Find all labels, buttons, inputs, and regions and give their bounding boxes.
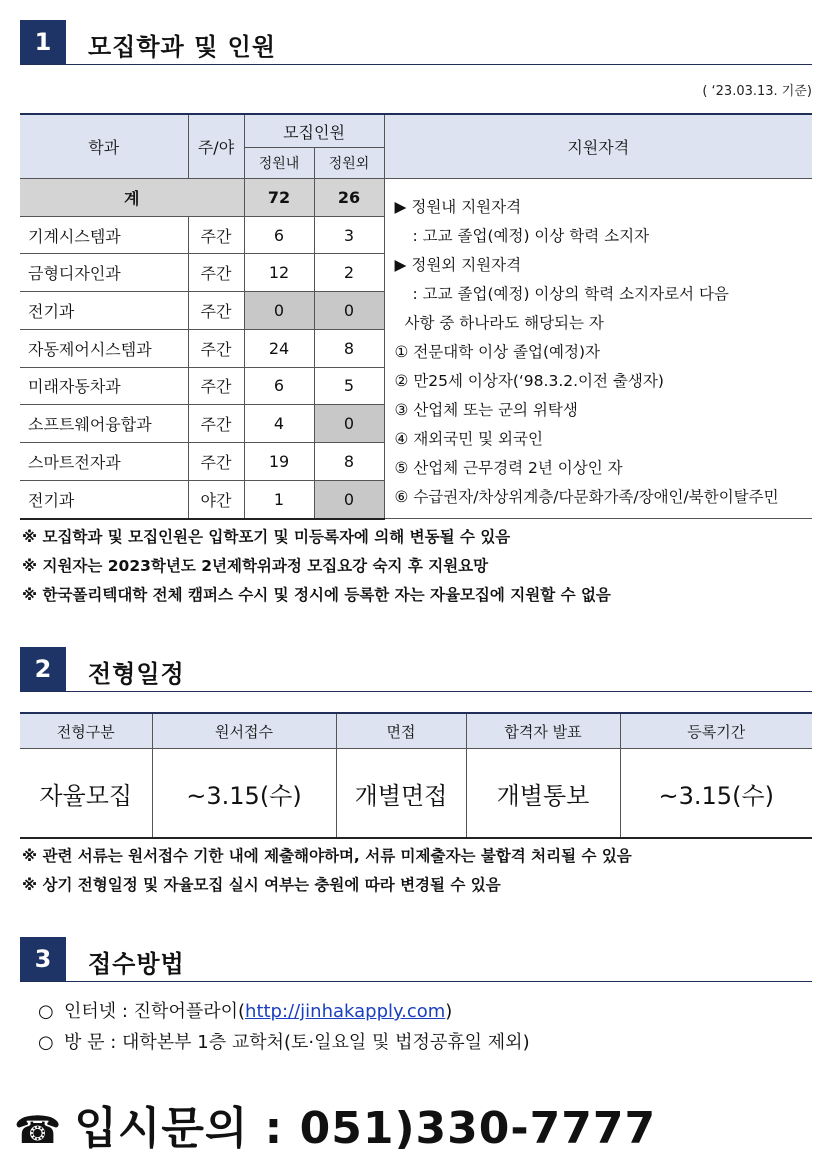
apply-visit xyxy=(38,1027,530,1058)
note: ※ 관련 서류는 원서접수 기한 내에 제출해야하며, 서류 미제출자는 불합격 처리될 수 있음 xyxy=(22,847,632,865)
day-night: 주간 xyxy=(188,292,244,330)
bullet-circle-icon: ○ xyxy=(38,1001,54,1022)
quota-in: 12 xyxy=(244,254,314,292)
col-header-daynight: 주/야 xyxy=(188,114,244,179)
total-out: 26 xyxy=(314,179,384,217)
quota-in: 6 xyxy=(244,367,314,405)
quota-in: 0 xyxy=(244,292,314,330)
col-header-dept: 학과 xyxy=(20,114,188,179)
col-header-out-quota: 정원외 xyxy=(314,148,384,179)
note: ※ 상기 전형일정 및 자율모집 실시 여부는 충원에 따라 변경될 수 있음 xyxy=(22,876,501,894)
total-row xyxy=(20,179,812,217)
day-night: 주간 xyxy=(188,216,244,254)
section-number: 3 xyxy=(20,937,66,981)
schedule-header: 등록기간 xyxy=(620,713,812,749)
schedule-header: 합격자 발표 xyxy=(466,713,620,749)
qualification-cell xyxy=(384,179,812,519)
qual-line: : 고교 졸업(예정) 이상 학력 소지자 xyxy=(412,227,650,245)
dept-name: 전기과 xyxy=(20,292,188,330)
col-header-in-quota: 정원내 xyxy=(244,148,314,179)
day-night: 주간 xyxy=(188,367,244,405)
dept-name: 기계시스템과 xyxy=(20,216,188,254)
quota-out: 0 xyxy=(314,405,384,443)
dept-name: 스마트전자과 xyxy=(20,443,188,481)
note: ※ 지원자는 2023학년도 2년제학위과정 모집요강 숙지 후 지원요망 xyxy=(22,557,489,575)
section-title: 전형일정 xyxy=(88,660,185,688)
phone-icon: ☎ xyxy=(14,1108,63,1152)
section-3-header xyxy=(20,937,812,982)
quota-out: 2 xyxy=(314,254,384,292)
schedule-value: ~3.15(수) xyxy=(152,749,336,839)
apply-online xyxy=(38,996,530,1027)
quota-in: 24 xyxy=(244,329,314,367)
schedule-value: 자율모집 xyxy=(20,749,152,839)
qual-line: : 고교 졸업(예정) 이상의 학력 소지자로서 다음 xyxy=(412,285,729,303)
section-number: 1 xyxy=(20,20,66,64)
section-title: 접수방법 xyxy=(88,950,185,978)
schedule-header: 원서접수 xyxy=(152,713,336,749)
section-number: 2 xyxy=(20,647,66,691)
quota-in: 4 xyxy=(244,405,314,443)
contact-text: 입시문의 : 051)330-7777 xyxy=(74,1103,657,1154)
section-2-notes xyxy=(22,842,632,900)
quota-in: 1 xyxy=(244,480,314,518)
qual-line: 사항 중 하나라도 해당되는 자 xyxy=(404,314,604,332)
dept-name: 소프트웨어융합과 xyxy=(20,405,188,443)
qual-line: ① 전문대학 이상 졸업(예정)자 xyxy=(394,343,600,361)
quota-out: 8 xyxy=(314,443,384,481)
schedule-header: 전형구분 xyxy=(20,713,152,749)
day-night: 주간 xyxy=(188,254,244,292)
schedule-value: 개별통보 xyxy=(466,749,620,839)
qual-line: ⑥ 수급권자/차상위계층/다문화가족/장애인/북한이탈주민 xyxy=(394,488,779,506)
dept-name: 자동제어시스템과 xyxy=(20,329,188,367)
online-prefix: 인터넷 : 진학어플라이( xyxy=(64,1001,246,1022)
qual-line: ③ 산업체 또는 군의 위탁생 xyxy=(394,401,578,419)
quota-out: 0 xyxy=(314,292,384,330)
bullet-circle-icon: ○ xyxy=(38,1032,54,1053)
qual-line: ④ 재외국민 및 외국인 xyxy=(394,430,543,448)
online-suffix: ) xyxy=(445,1001,453,1022)
recruitment-table xyxy=(20,113,812,520)
qual-line: ▶ 정원내 지원자격 xyxy=(394,198,522,216)
total-label: 계 xyxy=(20,179,244,217)
total-in: 72 xyxy=(244,179,314,217)
schedule-value: 개별면접 xyxy=(336,749,466,839)
as-of-date: ( ‘23.03.13. 기준) xyxy=(702,84,812,99)
section-1-notes xyxy=(22,523,611,610)
jinhakapply-link[interactable]: http://jinhakapply.com xyxy=(245,1001,446,1022)
day-night: 주간 xyxy=(188,443,244,481)
qual-line: ⑤ 산업체 근무경력 2년 이상인 자 xyxy=(394,459,623,477)
section-1-header xyxy=(20,20,812,65)
visit-text: 방 문 : 대학본부 1층 교학처(토·일요일 및 법정공휴일 제외) xyxy=(64,1032,530,1053)
qual-line: ② 만25세 이상자(‘98.3.2.이전 출생자) xyxy=(394,372,664,390)
schedule-value: ~3.15(수) xyxy=(620,749,812,839)
dept-name: 미래자동차과 xyxy=(20,367,188,405)
schedule-table xyxy=(20,712,812,839)
note: ※ 한국폴리텍대학 전체 캠퍼스 수시 및 정시에 등록한 자는 자율모집에 지원할 수 없음 xyxy=(22,586,611,604)
section-2-header xyxy=(20,647,812,692)
day-night: 주간 xyxy=(188,329,244,367)
col-header-qualification: 지원자격 xyxy=(384,114,812,179)
qual-line: ▶ 정원외 지원자격 xyxy=(394,256,522,274)
quota-in: 19 xyxy=(244,443,314,481)
day-night: 야간 xyxy=(188,480,244,518)
quota-out: 0 xyxy=(314,480,384,518)
dept-name: 금형디자인과 xyxy=(20,254,188,292)
col-header-quota: 모집인원 xyxy=(244,114,384,148)
quota-in: 6 xyxy=(244,216,314,254)
quota-out: 8 xyxy=(314,329,384,367)
section-title: 모집학과 및 인원 xyxy=(88,33,276,61)
day-night: 주간 xyxy=(188,405,244,443)
schedule-header: 면접 xyxy=(336,713,466,749)
contact-line xyxy=(14,1092,656,1156)
quota-out: 3 xyxy=(314,216,384,254)
dept-name: 전기과 xyxy=(20,480,188,518)
apply-methods xyxy=(38,996,530,1058)
note: ※ 모집학과 및 모집인원은 입학포기 및 미등록자에 의해 변동될 수 있음 xyxy=(22,528,511,546)
quota-out: 5 xyxy=(314,367,384,405)
